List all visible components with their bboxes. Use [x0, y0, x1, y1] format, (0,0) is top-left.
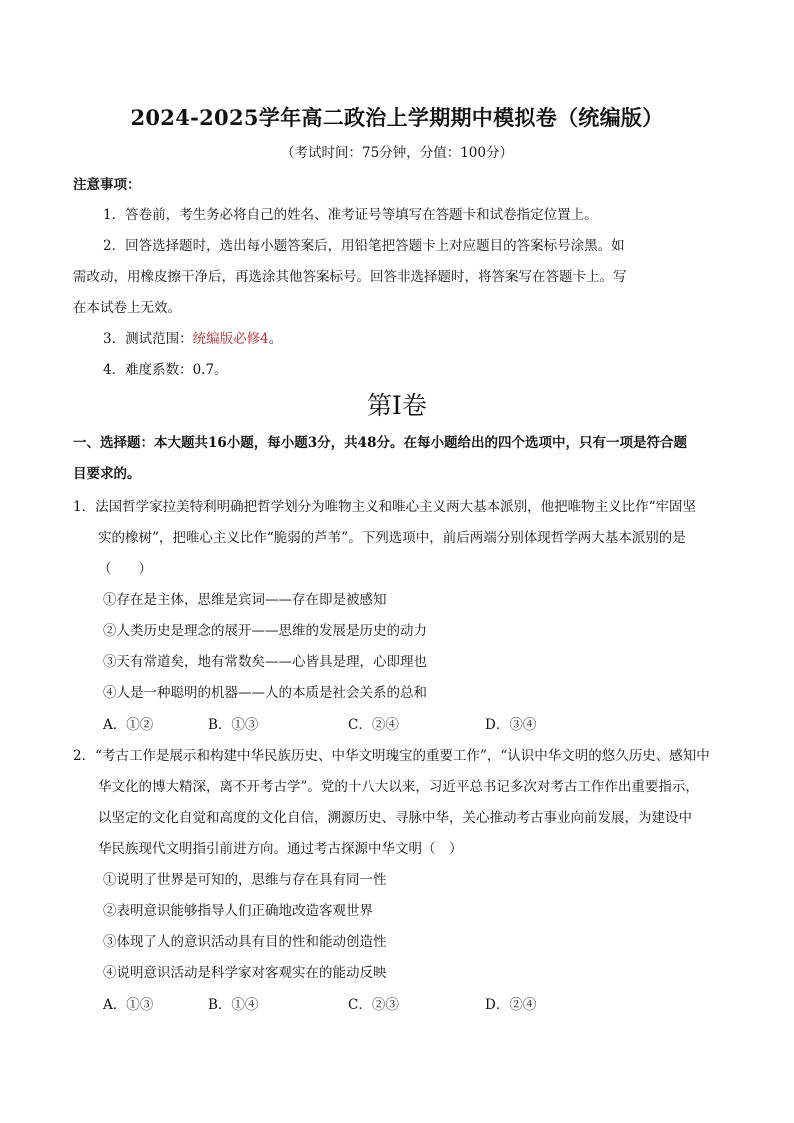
question-1-stem-line-3: （ ）	[98, 561, 152, 577]
question-1-stem-line-2: 实的橡树”，把唯心主义比作“脆弱的芦苇”。下列选项中，前后两端分别体现哲学两大基本派别的是	[98, 530, 686, 546]
question-1-statement-4: ④人是一种聪明的机器——人的本质是社会关系的总和	[103, 685, 427, 701]
question-1-option-d[interactable]: D．③④	[485, 717, 537, 733]
notice-item-3-suffix: 。	[268, 331, 283, 347]
question-2-stem-line-1: 2．“考古工作是展示和构建中华民族历史、中华文明瑰宝的重要工作”，“认识中华文明的悠久历史、感知中	[73, 748, 710, 764]
notice-item-1: 1．答卷前，考生务必将自己的姓名、准考证号等填写在答题卡和试卷指定位置上。	[103, 207, 598, 223]
section-intro-line-1: 一、选择题：本大题共16小题，每小题3分，共48分。在每小题给出的四个选项中，只有一项是符合题	[73, 435, 687, 451]
exam-subtitle: （考试时间：75分钟，分值：100分）	[281, 145, 513, 161]
notice-item-3-prefix: 3．测试范围：	[103, 331, 193, 347]
notice-item-3	[103, 330, 282, 348]
question-2-stem-line-4: 华民族现代文明指引前进方向。通过考古探源中华文明（ ）	[98, 841, 463, 857]
notice-item-3-scope: 统编版必修4	[192, 331, 269, 347]
section-intro-line-2: 目要求的。	[73, 466, 141, 482]
question-2-stem-line-3: 以坚定的文化自觉和高度的文化自信，溯源历史、寻脉中华，关心推动考古事业向前发展，为建设中	[98, 810, 692, 826]
question-2-statement-1: ①说明了世界是可知的，思维与存在具有同一性	[103, 872, 387, 888]
question-1-option-c[interactable]: C．②④	[348, 717, 399, 733]
question-2-option-d[interactable]: D．②④	[485, 997, 537, 1013]
notice-item-2-line-2: 需改动，用橡皮擦干净后，再选涂其他答案标号。回答非选择题时，将答案写在答题卡上。写	[73, 269, 627, 285]
question-2-statement-4: ④说明意识活动是科学家对客观实在的能动反映	[103, 965, 387, 981]
question-2-statement-2: ②表明意识能够指导人们正确地改造客观世界	[103, 903, 373, 919]
notice-item-2-line-1: 2．回答选择题时，选出每小题答案后，用铅笔把答题卡上对应题目的答案标号涂黑。如	[103, 238, 625, 254]
question-2-stem-line-2: 华文化的博大精深，离不开考古学”。党的十八大以来，习近平总书记多次对考古工作作出重要指示，	[98, 779, 699, 795]
notice-item-4: 4．难度系数：0.7。	[103, 362, 228, 378]
question-1-option-a[interactable]: A．①②	[103, 717, 154, 733]
exam-title: 2024-2025学年高二政治上学期期中模拟卷（统编版）	[130, 105, 664, 130]
section-title: 第Ⅰ卷	[367, 391, 427, 420]
notice-item-2-line-3: 在本试卷上无效。	[73, 300, 181, 316]
question-2-option-a[interactable]: A．①③	[103, 997, 154, 1013]
question-1-statement-1: ①存在是主体，思维是宾词——存在即是被感知	[103, 592, 387, 608]
question-1-statement-3: ③天有常道矣，地有常数矣——心皆具是理，心即理也	[103, 654, 427, 670]
question-1-option-b[interactable]: B．①③	[208, 717, 259, 733]
question-1-stem-line-1: 1．法国哲学家拉美特利明确把哲学划分为唯物主义和唯心主义两大基本派别，他把唯物主义比作“牢固坚	[73, 499, 696, 515]
notice-heading: 注意事项：	[73, 177, 141, 193]
question-2-option-b[interactable]: B．①④	[208, 997, 259, 1013]
question-1-statement-2: ②人类历史是理念的展开——思维的发展是历史的动力	[103, 623, 427, 639]
question-2-option-c[interactable]: C．②③	[348, 997, 399, 1013]
question-2-statement-3: ③体现了人的意识活动具有目的性和能动创造性	[103, 934, 387, 950]
